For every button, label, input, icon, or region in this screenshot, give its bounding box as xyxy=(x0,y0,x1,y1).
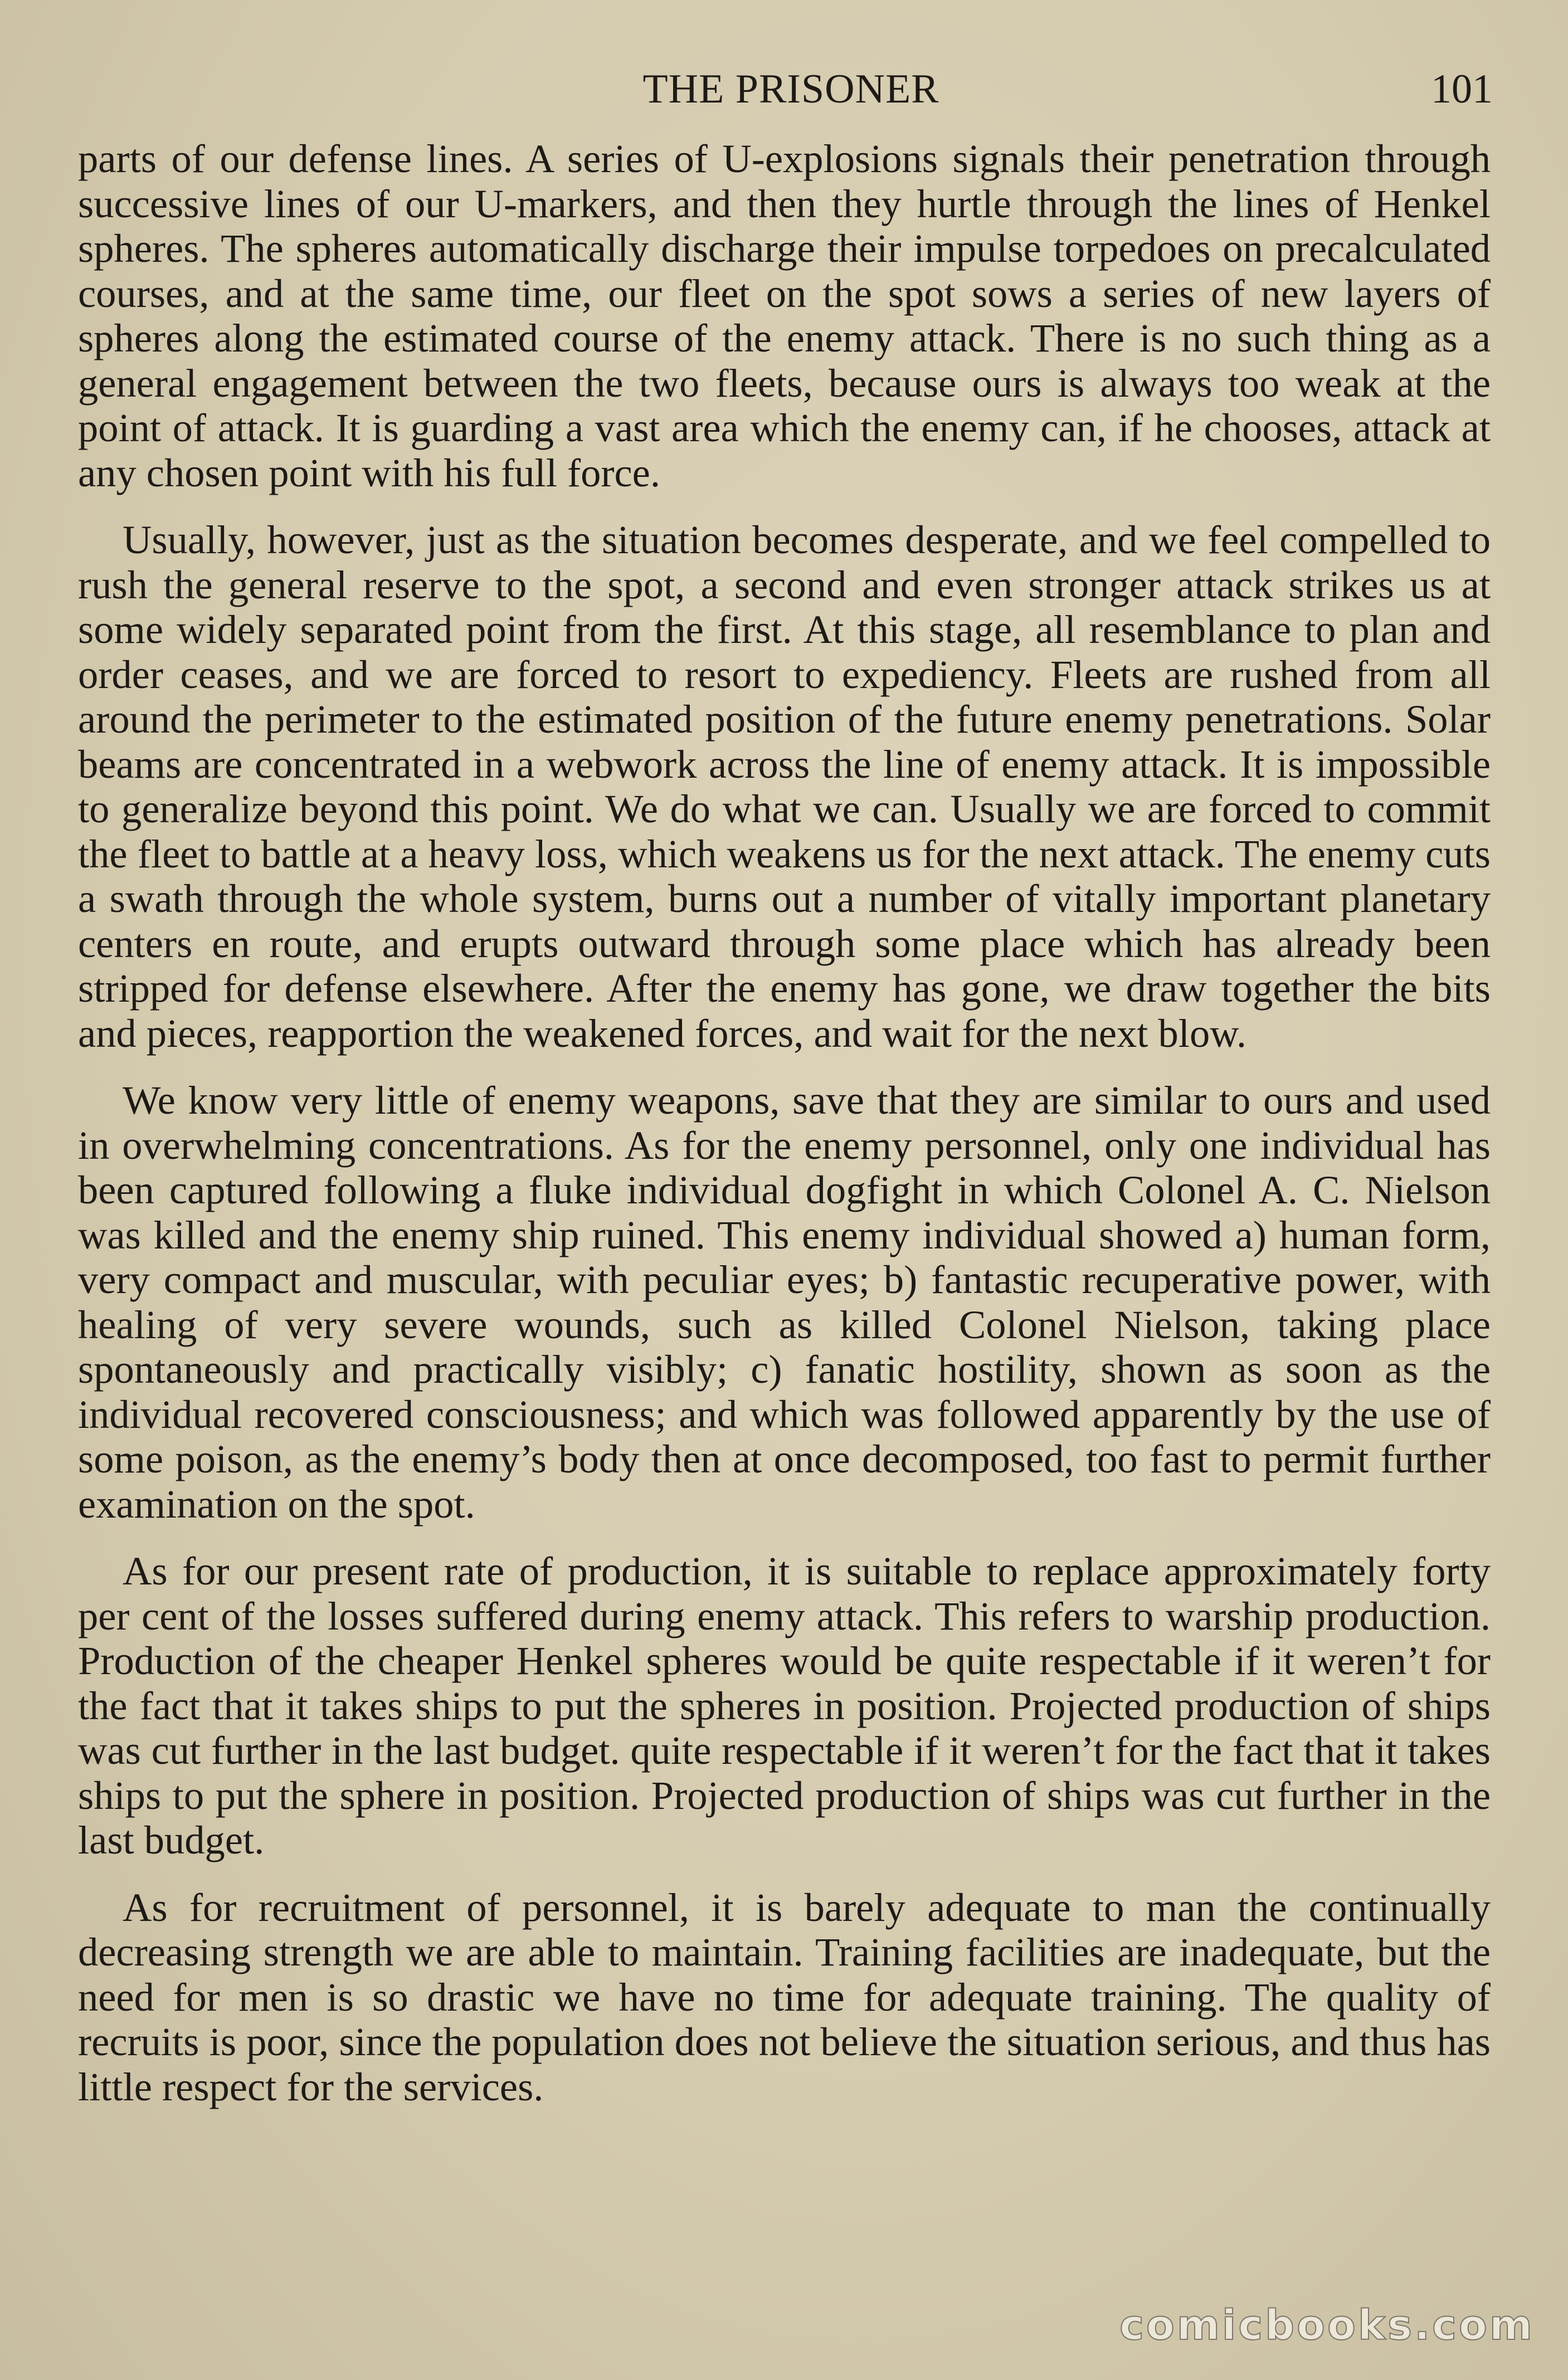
page-number: 101 xyxy=(1431,66,1493,112)
watermark: comicbooks.com xyxy=(1119,2301,1535,2349)
page-header xyxy=(89,58,1493,120)
paragraph: As for recruitment of personnel, it is barely adequate to man the continually decreasing strength we are able to maintain. Training facilities are inadequate, but the need for men is so drastic we have no time for adequate training. The quality of recruits is poor, since the population does not believe the situation serious, and thus has little respect for the services. xyxy=(78,1884,1491,2109)
running-title: THE PRISONER xyxy=(642,66,939,112)
paragraph: As for our present rate of production, it is suitable to replace approximately forty per cent of the losses suffered during enemy attack. This refers to warship production. Production of the cheaper Henkel spheres would be quite respectable if it weren’t for the fact that it takes ships to put the spheres in position. Projected production of ships was cut further in the last budget. quite respectable if it weren’t for the fact that it takes ships to put the sphere in position. Projected production of ships was cut further in the last budget. xyxy=(78,1548,1491,1862)
body-text xyxy=(78,136,1491,2132)
paragraph: Usually, however, just as the situation becomes desperate, and we feel compelled to rush the general reserve to the spot, a second and even stronger attack strikes us at some widely separated point from the first. At this stage, all resemblance to plan and order ceases, and we are forced to resort to expediency. Fleets are rushed from all around the perimeter to the estimated position of the future enemy penetrations. Solar beams are concentrated in a webwork across the line of enemy attack. It is impossible to generalize beyond this point. We do what we can. Usually we are forced to commit the fleet to battle at a heavy loss, which weakens us for the next attack. The enemy cuts a swath through the whole system, burns out a number of vitally important planetary centers en route, and erupts outward through some place which has already been stripped for defense elsewhere. After the enemy has gone, we draw together the bits and pieces, reapportion the weakened forces, and wait for the next blow. xyxy=(78,517,1491,1056)
paragraph: We know very little of enemy weapons, save that they are similar to ours and used in overwhelming concentrations. As for the enemy personnel, only one individual has been captured following a fluke individual dogfight in which Colonel A. C. Nielson was killed and the enemy ship ruined. This enemy individual showed a) human form, very compact and muscular, with peculiar eyes; b) fantastic recuperative power, with healing of very severe wounds, such as killed Colonel Nielson, taking place spontaneously and practically visibly; c) fanatic hostility, shown as soon as the individual recovered consciousness; and which was followed apparently by the use of some poison, as the enemy’s body then at once decomposed, too fast to permit further examination on the spot. xyxy=(78,1077,1491,1526)
paragraph: parts of our defense lines. A series of U-explosions signals their penetration through successive lines of our U-markers, and then they hurtle through the lines of Henkel spheres. The spheres automatically discharge their impulse torpedoes on precalculated courses, and at the same time, our fleet on the spot sows a series of new layers of spheres along the estimated course of the enemy attack. There is no such thing as a general engagement between the two fleets, because ours is always too weak at the point of attack. It is guarding a vast area which the enemy can, if he chooses, attack at any chosen point with his full force. xyxy=(78,136,1491,495)
